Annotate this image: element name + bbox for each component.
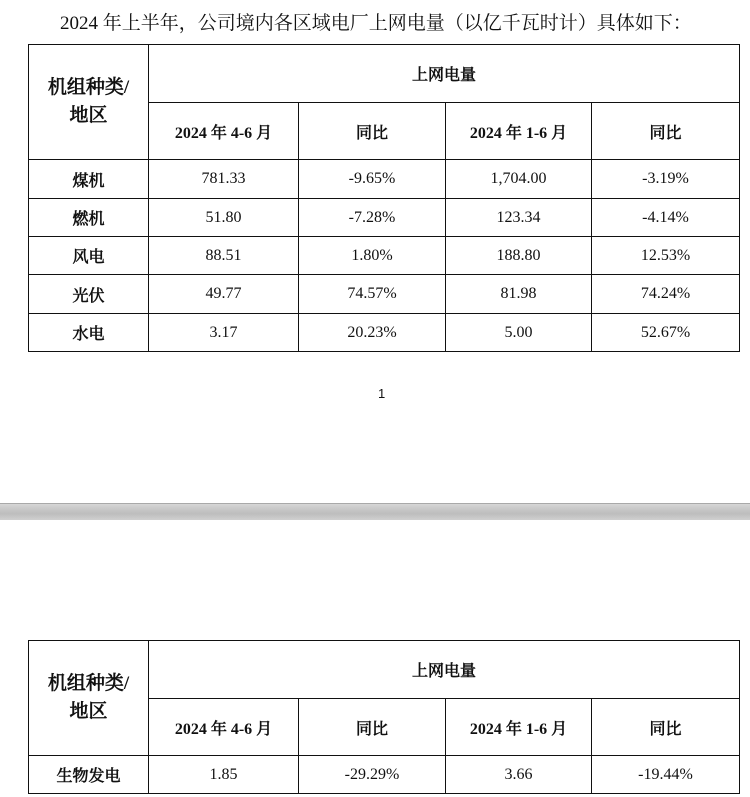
cell-h1-yoy: 74.24% [592,275,740,314]
table-row [29,756,740,794]
cell-h1: 188.80 [446,237,592,275]
cell-h1-yoy: 12.53% [592,237,740,275]
header-h1-yoy: 同比 [592,103,740,160]
table-row [29,275,740,314]
header-q2-yoy: 同比 [299,103,446,160]
cell-h1: 3.66 [446,756,592,794]
power-generation-table-2 [28,640,740,794]
page-number: 1 [378,386,386,401]
cell-h1-yoy: -19.44% [592,756,740,794]
cell-h1: 1,704.00 [446,160,592,199]
cell-q2: 1.85 [149,756,299,794]
cell-q2: 51.80 [149,199,299,237]
cell-q2-yoy: -9.65% [299,160,446,199]
cell-h1: 5.00 [446,314,592,352]
cell-q2: 3.17 [149,314,299,352]
table-row [29,237,740,275]
cell-h1: 81.98 [446,275,592,314]
table-row [29,160,740,199]
header-q2-2024: 2024 年 4-6 月 [149,103,299,160]
header-unit-type-line2: 地区 [69,105,108,126]
intro-paragraph: 2024 年上半年，公司境内各区域电厂上网电量（以亿千瓦时计）具体如下： [60,13,692,34]
cell-h1-yoy: -3.19% [592,160,740,199]
header-q2-yoy: 同比 [299,699,446,756]
header-q2-2024: 2024 年 4-6 月 [149,699,299,756]
header-h1-yoy: 同比 [592,699,740,756]
row-label: 水电 [29,314,149,352]
cell-q2-yoy: 1.80% [299,237,446,275]
page-separator [0,503,750,521]
cell-q2-yoy: -7.28% [299,199,446,237]
header-unit-type [29,641,149,756]
header-unit-type [29,45,149,160]
cell-q2-yoy: 74.57% [299,275,446,314]
header-h1-2024: 2024 年 1-6 月 [446,699,592,756]
cell-h1-yoy: 52.67% [592,314,740,352]
cell-q2-yoy: 20.23% [299,314,446,352]
cell-q2: 49.77 [149,275,299,314]
header-grid-power: 上网电量 [149,641,740,699]
cell-q2: 88.51 [149,237,299,275]
header-unit-type-line2: 地区 [69,701,108,722]
header-h1-2024: 2024 年 1-6 月 [446,103,592,160]
cell-q2: 781.33 [149,160,299,199]
table-row [29,314,740,352]
cell-h1-yoy: -4.14% [592,199,740,237]
row-label: 风电 [29,237,149,275]
power-generation-table-1 [28,44,740,352]
table-row [29,199,740,237]
document-page-2 [0,520,750,797]
cell-h1: 123.34 [446,199,592,237]
row-label: 煤机 [29,160,149,199]
header-unit-type-line1: 机组种类/ [47,673,130,694]
row-label: 光伏 [29,275,149,314]
row-label: 生物发电 [29,756,149,794]
header-unit-type-line1: 机组种类/ [47,77,130,98]
cell-q2-yoy: -29.29% [299,756,446,794]
row-label: 燃机 [29,199,149,237]
header-grid-power: 上网电量 [149,45,740,103]
